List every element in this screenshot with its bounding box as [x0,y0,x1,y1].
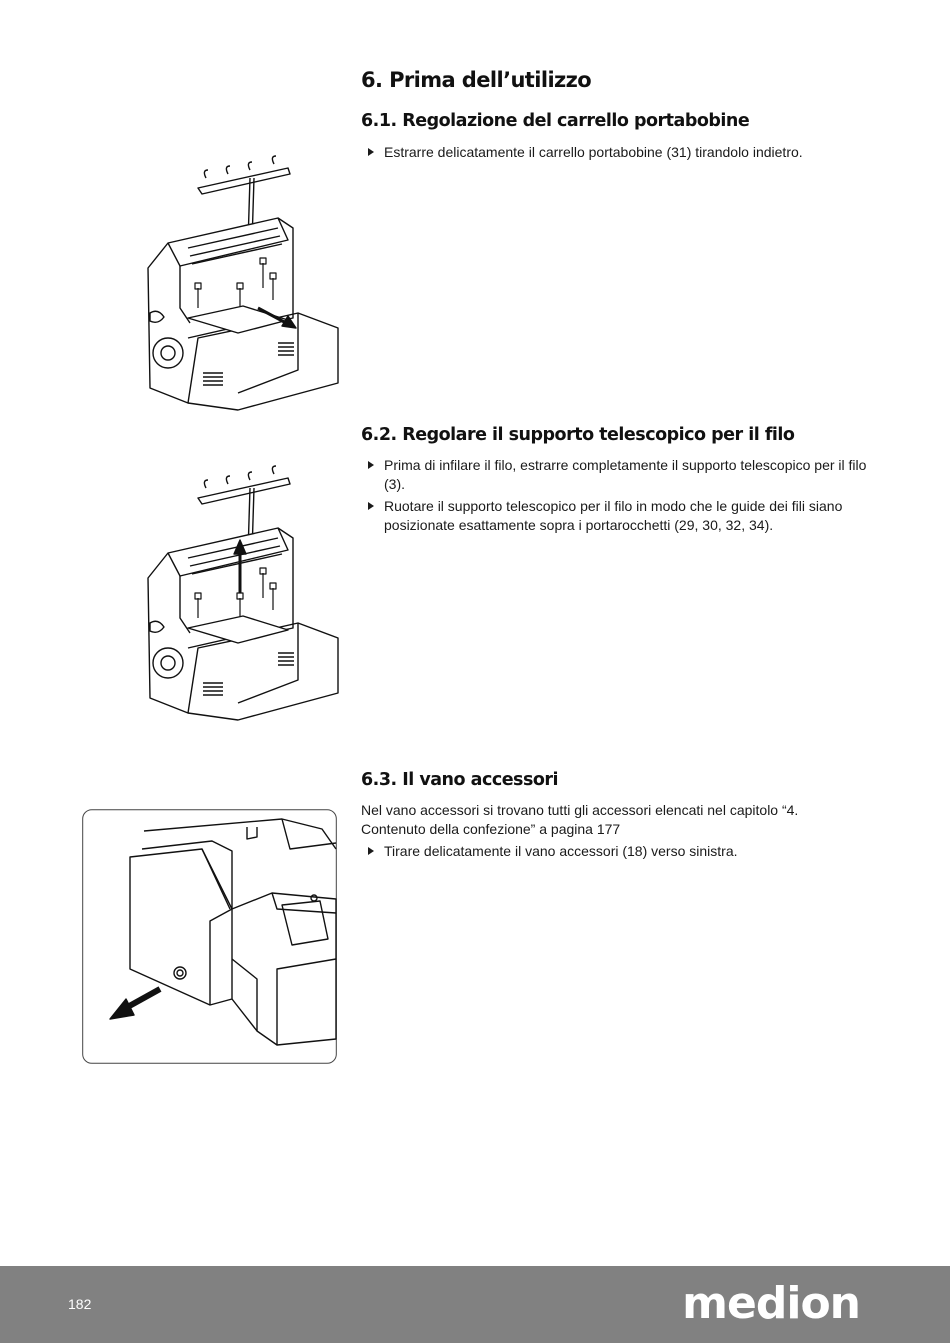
bullet-arrow-icon [368,847,374,855]
section-6-2-title: 6.2. Regolare il supporto telescopico per il filo [361,425,795,445]
list-item: Estrarre delicatamente il carrello portabobine (31) tirandolo indietro. [368,143,868,162]
page-number: 182 [68,1296,92,1312]
section-6-3-paragraph: Nel vano accessori si trovano tutti gli accessori elencati nel capitolo “4. Contenuto della confezione” a pagina 177 [361,802,799,837]
section-6-1-title: 6.1. Regolazione del carrello portabobine [361,111,750,131]
list-item: Ruotare il supporto telescopico per il filo in modo che le guide dei fili siano posizionate esattamente sopra i portarocchetti (29, 30, 32, 34). [368,497,868,535]
telescopic-thread-stand-illustration [128,458,343,738]
bullet-arrow-icon [368,461,374,469]
section-6-3-bullets [368,842,868,864]
main-heading: 6. Prima dell’utilizzo [361,68,592,92]
bullet-arrow-icon [368,502,374,510]
accessory-compartment-illustration [82,809,337,1065]
serger-spool-carriage-illustration [128,148,343,428]
section-6-1-bullets [368,143,868,165]
page-footer [0,1266,950,1343]
list-item: Tirare delicatamente il vano accessori (18) verso sinistra. [368,842,868,861]
list-item: Prima di infilare il filo, estrarre completamente il supporto telescopico per il filo (3). [368,456,868,494]
section-6-2-bullets [368,456,868,538]
bullet-arrow-icon [368,148,374,156]
brand-logo: medion [682,1278,860,1329]
section-6-3-title: 6.3. Il vano accessori [361,770,559,790]
